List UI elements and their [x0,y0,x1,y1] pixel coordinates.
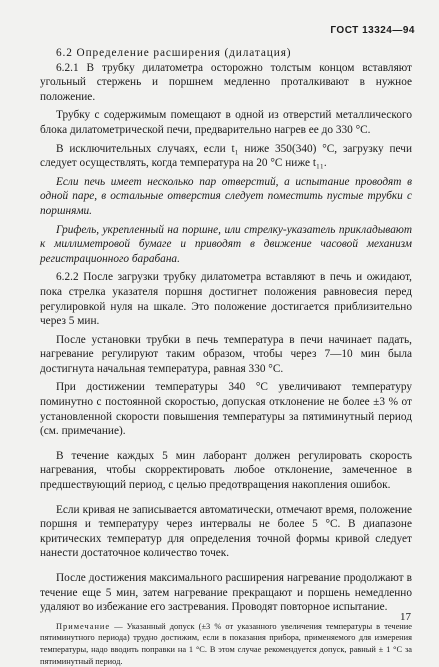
paragraph-temperature-drop: После установки трубки в печь температура в печи начинает падать, нагревание регулируют таким образом, чтобы через 7—10 мин была достигнута начальная температура, равная 330 °С. [40,333,412,375]
paragraph-exceptional-cases: В исключительных случаях, если t₁ ниже 350(340) °С, загрузку печи следует осуществлять, когда температура на 20 °С ниже t₁₁. [40,142,412,170]
paragraph-empty-tubes: Если печь имеет несколько пар отверстий, а испытание проводят в одной паре, в остальные отверстия следует поместить пустые трубки с поршнями. [40,175,412,217]
paragraph-stylus: Грифель, укрепленный на поршне, или стрелку-указатель прикладывают к миллиметровой бумаге и приводят в движение часовой механизм регистрационного барабана. [40,223,412,265]
page-content [40,46,412,667]
note-block [40,621,412,667]
standard-header: ГОСТ 13324—94 [330,25,415,36]
paragraph-manual-recording: Если кривая не записывается автоматически, отмечают время, положение поршня и температуру через интервалы не более 5 °С. В диапазоне критических температур для определения точной формы кривой следует нанести достаточное количество точек. [40,503,412,560]
paragraph-6-2-1: 6.2.1 В трубку дилатометра осторожно толстым концом вставляют угольный стержень и поршнем медленно проталкивают в нужное положение. [40,61,412,103]
paragraph-repeat-test: После достижения максимального расширения нагревание продолжают в течение еще 5 мин, затем нагревание прекращают и поршень немедленно удаляют во избежание его застревания. Проводят повторное испытание. [40,572,412,614]
paragraph-6-2-2: 6.2.2 После загрузки трубку дилатометра вставляют в печь и ожидают, пока стрелка указателя поршня достигнет положения равновесия перед регулировкой нуля на шкале. Это положение достигается приблизительно через 5 мин. [40,271,412,328]
paragraph-heating-rate: При достижении температуры 340 °С увеличивают температуру поминутно с постоянной скоростью, допуская отклонение не более ±3 % от установленной скорости повышения температуры за пятиминутный период (см. примечание). [40,381,412,438]
note-label: Примечание [56,621,111,631]
section-title: 6.2 Определение расширения (дилатация) [56,47,292,59]
paragraph-regulation: В течение каждых 5 мин лаборант должен регулировать скорость нагревания, чтобы скорректировать любое отклонение, замеченное в предшествующий период, с целью предотвращения накопления ошибок. [40,449,412,492]
paragraph-tube-placement: Трубку с содержимым помещают в одной из отверстий металлического блока дилатометрической печи, предварительно нагрев ее до 330 °С. [40,109,412,136]
note-text: — Указанный допуск (±3 % от указанного увеличения температуры в течение пятиминутного периода) трудно достижим, если в показания прибора, применяемого для измерения температуры, надо вводить поправки на 1 °С. В этом случае рекомендуется допуск, равный ± 1 °С за пятиминутный период. [40,621,412,666]
page-number: 17 [400,611,411,623]
